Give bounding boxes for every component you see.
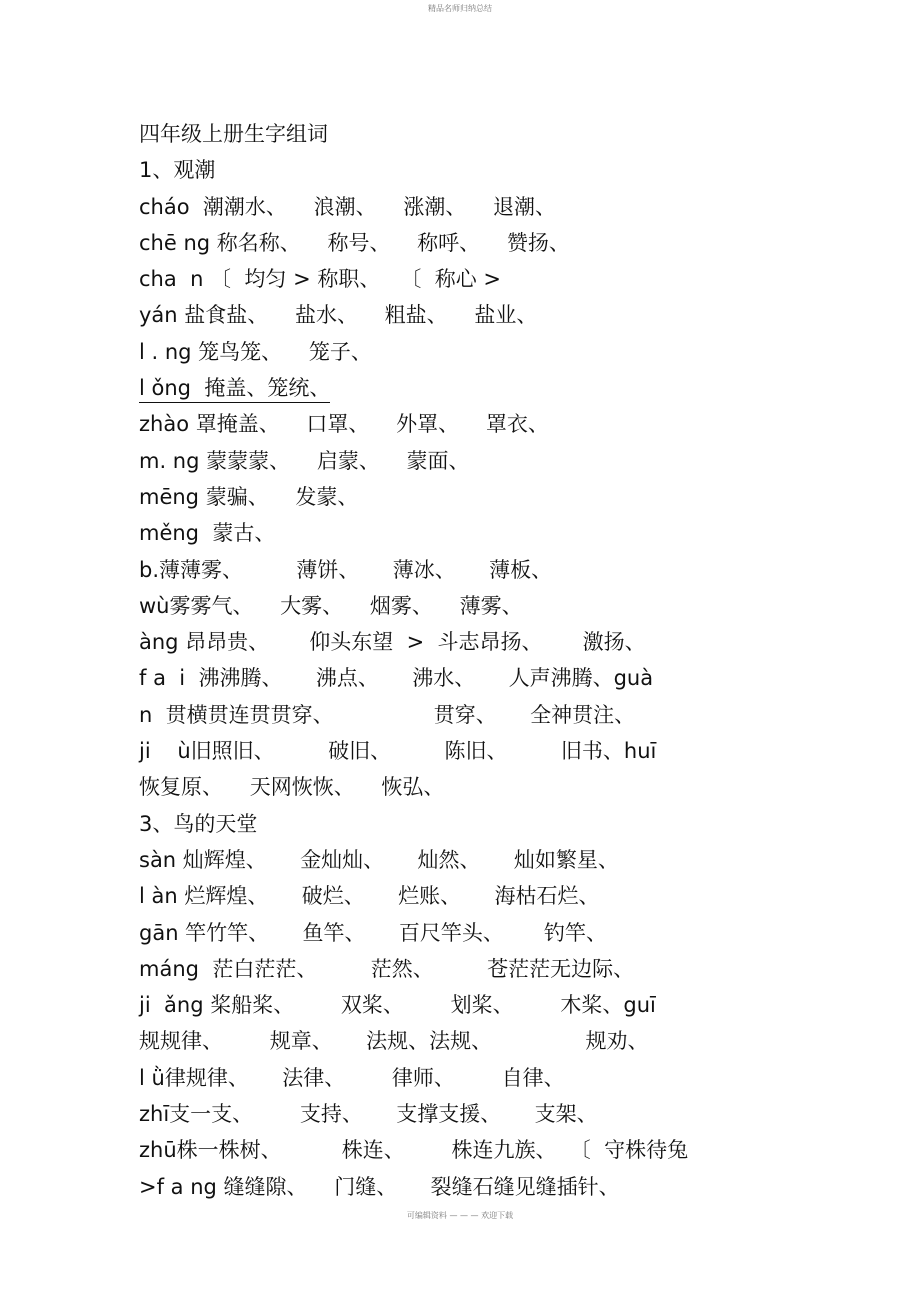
footer-note: 可编辑资料 — — — 欢迎下载 [406,1211,514,1220]
word-line: cháo 潮潮水、 浪潮、 涨潮、 退潮、 [139,194,557,219]
word-line: 恢复原、 天网恢恢、 恢弘、 [139,775,445,800]
section-heading: 3、鸟的天堂 [139,811,258,836]
section-heading: 1、观潮 [139,158,216,183]
word-line: f a i 沸沸腾、 沸点、 沸水、 人声沸腾、guà [139,666,654,691]
word-line: m. ng 蒙蒙蒙、 启蒙、 蒙面、 [139,448,470,473]
word-line: cha n 〔 均匀 > 称职、 〔 称心 > [139,267,502,292]
word-line: wù雾雾气、 大雾、 烟雾、 薄雾、 [139,593,523,618]
word-line: n 贯横贯连贯贯穿、 贯穿、 全神贯注、 [139,702,636,727]
word-line: chē ng 称名称、 称号、 称呼、 赞扬、 [139,230,570,255]
word-line: >f a ng 缝缝隙、 门缝、 裂缝石缝见缝插针、 [139,1174,620,1199]
word-line: yán 盐食盐、 盐水、 粗盐、 盐业、 [139,303,538,328]
word-line-underlined [139,370,779,406]
word-line: l àn 烂辉煌、 破烂、 烂账、 海枯石烂、 [139,884,600,909]
word-line: zhū株一株树、 株连、 株连九族、 〔 守株待兔 [139,1138,689,1163]
header-note: 精品名师归纳总结 [428,4,492,13]
document-body [139,116,779,1205]
word-line: l ǜ律规律、 法律、 律师、 自律、 [139,1065,565,1090]
word-line: sàn 灿辉煌、 金灿灿、 灿然、 灿如繁星、 [139,847,619,872]
word-line: máng 茫白茫茫、 茫然、 苍茫茫无边际、 [139,956,635,981]
word-line: b.薄薄雾、 薄饼、 薄冰、 薄板、 [139,557,553,582]
word-line: zhī支一支、 支持、 支撑支援、 支架、 [139,1102,598,1127]
word-line: měng 蒙古、 [139,521,276,546]
word-line: 规规律、 规章、 法规、法规、 规劝、 [139,1029,649,1054]
word-line: ji ǎng 桨船桨、 双桨、 划桨、 木桨、guī [139,993,656,1018]
word-line: mēng 蒙骗、 发蒙、 [139,484,359,509]
word-line: àng 昂昂贵、 仰头东望 > 斗志昂扬、 激扬、 [139,630,646,655]
word-line: ji ù旧照旧、 破旧、 陈旧、 旧书、huī [139,739,657,764]
word-line: zhào 罩掩盖、 口罩、 外罩、 罩衣、 [139,412,549,437]
word-line: l . ng 笼鸟笼、 笼子、 [139,339,372,364]
underlined-text: l ǒng 掩盖、笼统、 [139,376,330,403]
document-title: 四年级上册生字组词 [139,122,328,146]
word-line: gān 竿竹竿、 鱼竿、 百尺竿头、 钓竿、 [139,920,607,945]
